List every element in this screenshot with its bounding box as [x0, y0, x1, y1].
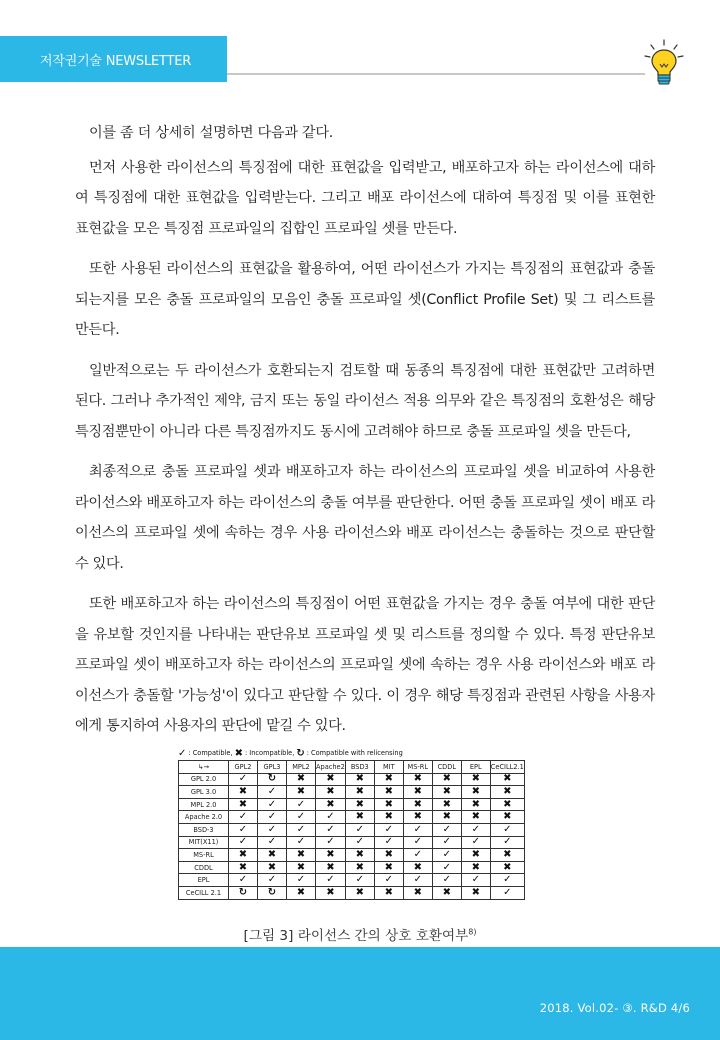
cross-icon: ✖: [432, 798, 461, 811]
cross-icon: ✖: [287, 861, 316, 874]
check-icon: ✓: [258, 836, 287, 849]
newsletter-header-band: [0, 36, 227, 82]
cross-icon: ✖: [432, 886, 461, 899]
matrix-row: [179, 836, 525, 849]
cross-icon: ✖: [229, 786, 258, 799]
cross-icon: ✖: [403, 811, 432, 824]
check-icon: ✓: [258, 874, 287, 887]
check-icon: ✓: [229, 811, 258, 824]
relicense-arrow-icon: ↻: [296, 747, 305, 759]
check-icon: ✓: [316, 811, 346, 824]
matrix-column-header: GPL3: [258, 761, 287, 774]
check-icon: ✓: [178, 747, 187, 759]
cross-icon: ✖: [374, 798, 403, 811]
matrix-row-header: MS-RL: [179, 849, 229, 862]
cross-icon: ✖: [345, 811, 374, 824]
paragraph-deferred-judgment: 또한 배포하고자 하는 라이선스의 특징점이 어떤 표현값을 가지는 경우 충돌 여부에 대한 판단을 유보할 것인지를 나타내는 판단유보 프로파일 셋 및 리스트를 정의할 수 있다. 특정 판단유보 프로파일 셋이 배포하고자 하는 라이선스의 프로파일 셋에 속하는 경우 사용 라이선스와 배포 라이선스가 충돌할 '가능성'이 있다고 판단할 수 있다. 이 경우 해당 특징점과 관련된 사항을 사용자에게 통지하여 사용자의 판단에 맡길 수 있다.: [75, 596, 655, 734]
matrix-column-header: EPL: [461, 761, 490, 774]
cross-icon: ✖: [234, 747, 243, 759]
cross-icon: ✖: [490, 811, 524, 824]
matrix-column-header: CDDL: [432, 761, 461, 774]
cross-icon: ✖: [316, 773, 346, 786]
matrix-row: [179, 811, 525, 824]
relicense-arrow-icon: ↻: [229, 886, 258, 899]
matrix-row: [179, 823, 525, 836]
check-icon: ✓: [374, 823, 403, 836]
matrix-row-header: EPL: [179, 874, 229, 887]
article-body: [75, 118, 655, 752]
check-icon: ✓: [403, 836, 432, 849]
cross-icon: ✖: [374, 786, 403, 799]
legend-compatible: : Compatible,: [188, 749, 233, 757]
matrix-row: [179, 874, 525, 887]
paragraph-profile-set: 먼저 사용한 라이선스의 특징점에 대한 표현값을 입력받고, 배포하고자 하는 라이선스에 대하여 특징점에 대한 표현값을 입력받는다. 그리고 배포 라이선스에 대하여 특징점 및 이를 표현한 표현값을 모은 특징점 프로파일의 집합인 프로파일 셋를 만든다.: [75, 159, 655, 237]
cross-icon: ✖: [461, 849, 490, 862]
check-icon: ✓: [403, 874, 432, 887]
relicense-arrow-icon: ↻: [258, 886, 287, 899]
matrix-column-header: BSD3: [345, 761, 374, 774]
check-icon: ✓: [258, 823, 287, 836]
cross-icon: ✖: [316, 798, 346, 811]
check-icon: ✓: [490, 886, 524, 899]
cross-icon: ✖: [316, 849, 346, 862]
caption-footnote: 8): [468, 927, 477, 937]
cross-icon: ✖: [403, 861, 432, 874]
cross-icon: ✖: [490, 773, 524, 786]
check-icon: ✓: [316, 874, 346, 887]
cross-icon: ✖: [403, 886, 432, 899]
cross-icon: ✖: [345, 849, 374, 862]
figure-legend: [178, 746, 538, 760]
matrix-row-header: Apache 2.0: [179, 811, 229, 824]
cross-icon: ✖: [345, 886, 374, 899]
matrix-corner-arrow-icon: ↳→: [179, 761, 229, 774]
cross-icon: ✖: [490, 786, 524, 799]
check-icon: ✓: [403, 823, 432, 836]
check-icon: ✓: [229, 836, 258, 849]
check-icon: ✓: [258, 811, 287, 824]
matrix-row-header: CeCILL 2.1: [179, 886, 229, 899]
cross-icon: ✖: [461, 798, 490, 811]
cross-icon: ✖: [258, 861, 287, 874]
matrix-column-header: CeCILL2.1: [490, 761, 524, 774]
cross-icon: ✖: [374, 886, 403, 899]
compatibility-matrix: [178, 760, 525, 900]
matrix-row: [179, 798, 525, 811]
check-icon: ✓: [432, 823, 461, 836]
cross-icon: ✖: [403, 798, 432, 811]
matrix-row-header: GPL 3.0: [179, 786, 229, 799]
cross-icon: ✖: [316, 786, 346, 799]
check-icon: ✓: [374, 874, 403, 887]
cross-icon: ✖: [461, 786, 490, 799]
check-icon: ✓: [432, 861, 461, 874]
matrix-row-header: GPL 2.0: [179, 773, 229, 786]
cross-icon: ✖: [403, 773, 432, 786]
matrix-row: [179, 773, 525, 786]
check-icon: ✓: [229, 773, 258, 786]
matrix-row: [179, 786, 525, 799]
matrix-row-header: MIT(X11): [179, 836, 229, 849]
matrix-row: [179, 849, 525, 862]
check-icon: ✓: [374, 836, 403, 849]
check-icon: ✓: [432, 874, 461, 887]
check-icon: ✓: [287, 823, 316, 836]
cross-icon: ✖: [432, 786, 461, 799]
paragraph-final-decision: 최종적으로 충돌 프로파일 셋과 배포하고자 하는 라이선스의 프로파일 셋을 비교하여 사용한 라이선스와 배포하고자 하는 라이선스의 충돌 여부를 판단한다. 어떤 충돌 프로파일 셋이 배포 라이선스의 프로파일 셋에 속하는 경우 사용 라이선스와 배포 라이선스는 충돌하는 것으로 판단할 수 있다.: [75, 464, 655, 572]
paragraph-intro: 이를 좀 더 상세히 설명하면 다음과 같다.: [89, 125, 333, 141]
check-icon: ✓: [432, 836, 461, 849]
cross-icon: ✖: [490, 861, 524, 874]
check-icon: ✓: [287, 874, 316, 887]
check-icon: ✓: [258, 798, 287, 811]
check-icon: ✓: [345, 823, 374, 836]
cross-icon: ✖: [345, 786, 374, 799]
matrix-row: [179, 861, 525, 874]
cross-icon: ✖: [490, 798, 524, 811]
matrix-column-header: MS-RL: [403, 761, 432, 774]
cross-icon: ✖: [432, 773, 461, 786]
check-icon: ✓: [229, 874, 258, 887]
check-icon: ✓: [345, 874, 374, 887]
check-icon: ✓: [461, 874, 490, 887]
figure-caption: [0, 924, 720, 944]
cross-icon: ✖: [229, 798, 258, 811]
check-icon: ✓: [403, 849, 432, 862]
matrix-row: [179, 886, 525, 899]
cross-icon: ✖: [345, 861, 374, 874]
matrix-column-header: Apache2: [316, 761, 346, 774]
cross-icon: ✖: [461, 773, 490, 786]
check-icon: ✓: [287, 798, 316, 811]
newsletter-title: 저작권기술 NEWSLETTER: [40, 53, 192, 69]
check-icon: ✓: [316, 823, 346, 836]
cross-icon: ✖: [287, 786, 316, 799]
check-icon: ✓: [258, 786, 287, 799]
check-icon: ✓: [490, 823, 524, 836]
paragraph-compatibility-review: 일반적으로는 두 라이선스가 호환되는지 검토할 때 동종의 특징점에 대한 표현값만 고려하면 된다. 그러나 추가적인 제약, 금지 또는 동일 라이선스 적용 의무와 같은 특징점의 호환성은 해당 특징점뿐만이 아니라 다른 특징점까지도 동시에 고려해야 하므로 충돌 프로파일 셋을 만든다,: [75, 362, 655, 440]
check-icon: ✓: [287, 811, 316, 824]
cross-icon: ✖: [287, 773, 316, 786]
check-icon: ✓: [432, 849, 461, 862]
cross-icon: ✖: [316, 861, 346, 874]
matrix-column-header: MIT: [374, 761, 403, 774]
cross-icon: ✖: [258, 849, 287, 862]
check-icon: ✓: [461, 823, 490, 836]
legend-incompatible: : Incompatible,: [244, 749, 295, 757]
cross-icon: ✖: [461, 811, 490, 824]
check-icon: ✓: [287, 836, 316, 849]
cross-icon: ✖: [229, 861, 258, 874]
cross-icon: ✖: [490, 849, 524, 862]
cross-icon: ✖: [374, 861, 403, 874]
check-icon: ✓: [490, 836, 524, 849]
check-icon: ✓: [229, 823, 258, 836]
cross-icon: ✖: [229, 849, 258, 862]
matrix-row-header: CDDL: [179, 861, 229, 874]
legend-relicensing: : Compatible with relicensing: [306, 749, 403, 757]
relicense-arrow-icon: ↻: [258, 773, 287, 786]
cross-icon: ✖: [432, 811, 461, 824]
cross-icon: ✖: [374, 811, 403, 824]
header-divider: [227, 73, 645, 75]
cross-icon: ✖: [345, 798, 374, 811]
cross-icon: ✖: [316, 886, 346, 899]
matrix-row-header: MPL 2.0: [179, 798, 229, 811]
check-icon: ✓: [316, 836, 346, 849]
matrix-row-header: BSD-3: [179, 823, 229, 836]
cross-icon: ✖: [374, 773, 403, 786]
cross-icon: ✖: [287, 886, 316, 899]
cross-icon: ✖: [374, 849, 403, 862]
cross-icon: ✖: [403, 786, 432, 799]
cross-icon: ✖: [287, 849, 316, 862]
issue-page-label: 2018. Vol.02- ③. R&D 4/6: [539, 1001, 690, 1015]
license-compatibility-figure: [178, 746, 538, 900]
cross-icon: ✖: [461, 861, 490, 874]
check-icon: ✓: [461, 836, 490, 849]
cross-icon: ✖: [461, 886, 490, 899]
matrix-column-header: GPL2: [229, 761, 258, 774]
check-icon: ✓: [345, 836, 374, 849]
caption-text: [그림 3] 라이선스 간의 상호 호환여부: [243, 928, 469, 944]
lightbulb-icon: [642, 38, 686, 88]
check-icon: ✓: [490, 874, 524, 887]
cross-icon: ✖: [345, 773, 374, 786]
paragraph-conflict-profile: 또한 사용된 라이선스의 표현값을 활용하여, 어떤 라이선스가 가지는 특징점의 표현값과 충돌되는지를 모은 충돌 프로파일의 모음인 충돌 프로파일 셋(Conflict Profile Set) 및 그 리스트를 만든다.: [75, 261, 655, 338]
footer-band: [0, 947, 720, 1040]
matrix-column-header: MPL2: [287, 761, 316, 774]
